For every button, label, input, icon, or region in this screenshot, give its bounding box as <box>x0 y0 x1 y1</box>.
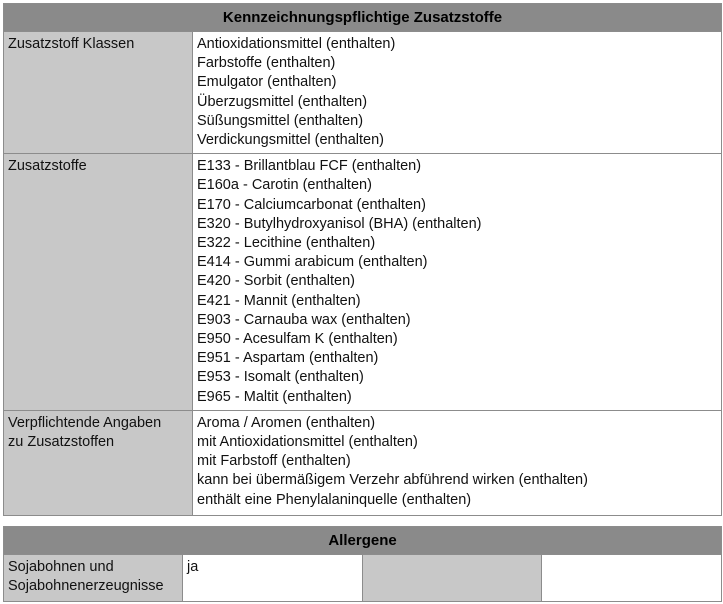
row-label-mandatory-info <box>4 410 193 515</box>
value-line: E133 - Brillantblau FCF (enthalten) <box>197 158 422 175</box>
value-line: E414 - Gummi arabicum (enthalten) <box>197 254 428 271</box>
value-line: Verdickungsmittel (enthalten) <box>197 132 384 149</box>
label-line: Verpflichtende Angaben <box>8 414 162 431</box>
row-values-additive-classes <box>193 32 722 154</box>
row-label-additives: Zusatzstoffe <box>4 154 193 411</box>
value-line: E421 - Mannit (enthalten) <box>197 292 361 309</box>
value-line: E950 - Acesulfam K (enthalten) <box>197 331 398 348</box>
allergens-table-title: Allergene <box>4 527 722 555</box>
value-line: E951 - Aspartam (enthalten) <box>197 350 379 367</box>
value-line: Farbstoffe (enthalten) <box>197 55 336 72</box>
value-line: mit Farbstoff (enthalten) <box>197 453 351 470</box>
row-label-additive-classes: Zusatzstoff Klassen <box>4 32 193 154</box>
label-line: Sojabohnenerzeugnisse <box>8 578 164 595</box>
table-row <box>4 154 722 411</box>
value-line: Überzugsmittel (enthalten) <box>197 93 368 110</box>
label-line: zu Zusatzstoffen <box>8 434 115 451</box>
value-line: E320 - Butylhydroxyanisol (BHA) (enthalten) <box>197 215 482 232</box>
empty-cell <box>542 555 722 602</box>
additives-table <box>3 3 722 516</box>
empty-cell <box>363 555 542 602</box>
value-line: E160a - Carotin (enthalten) <box>197 177 372 194</box>
table-row <box>4 32 722 154</box>
allergens-table <box>3 526 722 602</box>
table-row <box>4 555 722 602</box>
allergen-label-soy <box>4 555 183 602</box>
label-line: Sojabohnen und <box>8 559 114 575</box>
value-line: Süßungsmittel (enthalten) <box>197 112 364 129</box>
value-line: Emulgator (enthalten) <box>197 74 337 91</box>
value-line: E903 - Carnauba wax (enthalten) <box>197 311 411 328</box>
row-values-additives <box>193 154 722 411</box>
value-line: Antioxidationsmittel (enthalten) <box>197 36 396 52</box>
value-line: kann bei übermäßigem Verzehr abführend wirken (enthalten) <box>197 472 588 489</box>
value-line: E322 - Lecithine (enthalten) <box>197 235 376 252</box>
value-line: enthält eine Phenylalaninquelle (enthalten) <box>197 491 472 508</box>
value-line: mit Antioxidationsmittel (enthalten) <box>197 434 418 451</box>
value-line: E170 - Calciumcarbonat (enthalten) <box>197 196 426 213</box>
value-line: E420 - Sorbit (enthalten) <box>197 273 355 290</box>
additives-table-title: Kennzeichnungspflichtige Zusatzstoffe <box>4 4 722 32</box>
table-row <box>4 410 722 515</box>
row-values-mandatory-info <box>193 410 722 515</box>
value-line: E965 - Maltit (enthalten) <box>197 388 352 405</box>
value-line: E953 - Isomalt (enthalten) <box>197 369 364 386</box>
allergen-value-soy: ja <box>183 555 363 602</box>
value-line: Aroma / Aromen (enthalten) <box>197 414 376 431</box>
